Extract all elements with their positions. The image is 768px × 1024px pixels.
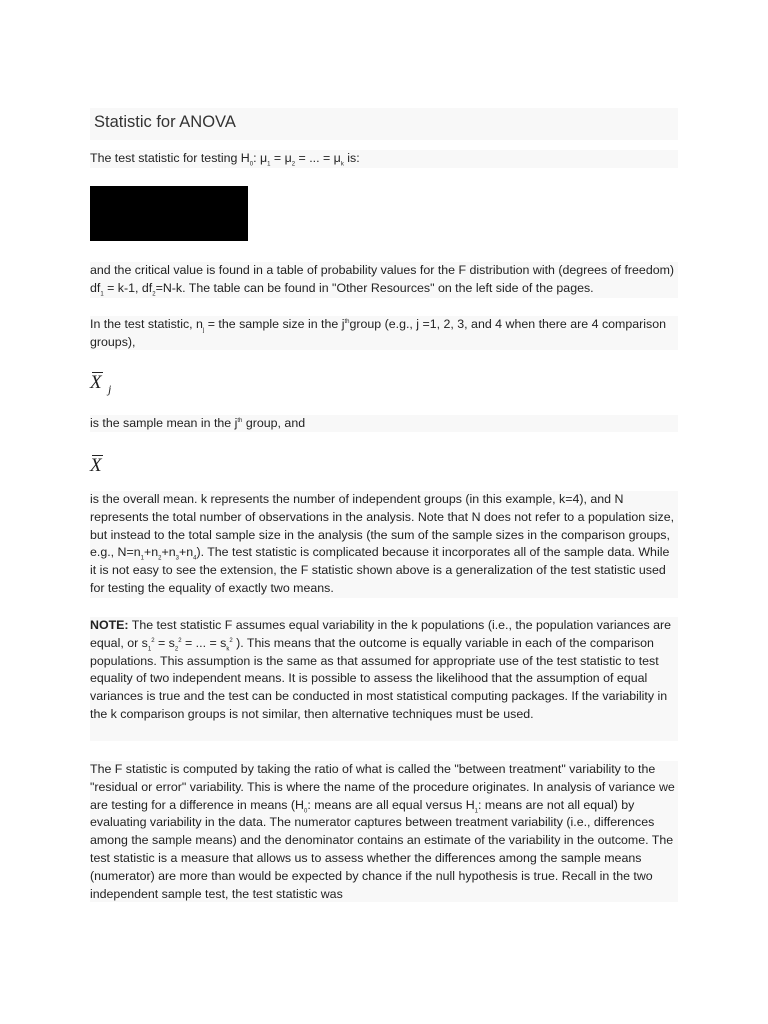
page-title: Statistic for ANOVA — [90, 108, 678, 140]
critical-value-paragraph: and the critical value is found in a table of probability values for the F distribution with (degrees of freedom) $df_1 = k-1$, $df_2=N-k$. The table can be found in "Other Resources" on the left side of the pages. — [90, 262, 678, 298]
j-subscript: j — [108, 382, 112, 396]
x-letter: X — [90, 372, 102, 393]
sample-size-paragraph: In the test statistic, $n_j$ = the sample size in the $j^{th}group$ (e.g., j =1, 2, 3, and 4 when there are 4 comparison groups), — [90, 316, 678, 350]
overall-mean-paragraph: is the overall mean. k represents the number of independent groups (in this example, k=4), and N represents the total number of observations in the analysis. Note that N does not refer to a population size, but instead to the total sample size in the analysis (the sum of the sample sizes in the comparison groups, e.g., $N=n_1+n_2+n_3+n_4$). The test statistic is complicated because it incorporates all of the sample data. While it is not easy to see the extension, the F statistic shown above is a generalization of the test statistic used for testing the equality of exactly two means. — [90, 491, 678, 598]
x-letter: X — [90, 455, 102, 476]
sample-mean-paragraph: is the sample mean in the $j^{th}$ group, and — [90, 415, 678, 432]
f-statistic-paragraph: The F statistic is computed by taking the ratio of what is called the "between treatment" variability to the "residual or error" variability. This is where the name of the procedure originates. In analysis of variance we are testing for a difference in means ($H_0$: means are all equal versus $H_1$: means are not all equal) by evaluating variability in the data. The numerator captures between treatment variability (i.e., differences among the sample means) and the denominator contains an estimate of the variability in the outcome. The test statistic is a measure that allows us to assess whether the differences among the sample means (numerator) are more than would be expected by chance if the null hypothesis is true. Recall in the two independent sample test, the test statistic was — [90, 761, 678, 902]
note-paragraph: NOTE: The test statistic F assumes equal variability in the k populations (i.e., the population variances are equal, or $s_1^2 = s_2^2$ = ... = $s_k^2$ ). This means that the outcome is equally variable in each of the comparison populations. This assumption is the same as that assumed for appropriate use of the test statistic to test equality of two independent means. It is possible to assess the likelihood that the assumption of equal variances is true and the test can be conducted in most statistical computing packages. If the variability in the k comparison groups is not similar, then alternative techniques must be used. — [90, 617, 678, 741]
intro-paragraph: The test statistic for testing $H_0$: $\mu_1 = \mu_2$ = ... = $\mu_k$ is: — [90, 150, 678, 168]
formula-image — [90, 186, 248, 241]
